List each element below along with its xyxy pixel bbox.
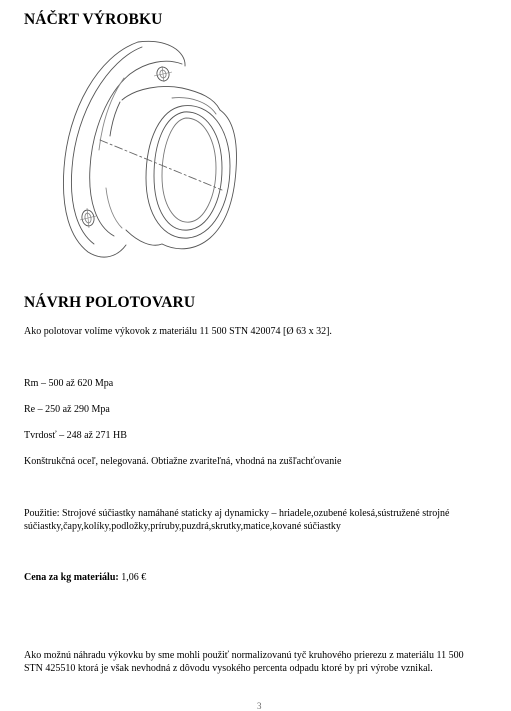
intro-paragraph: Ako polotovar volíme výkovok z materiálu 11 500 STN 420074 [Ø 63 x 32]. — [24, 326, 332, 337]
flange-sketch-image — [62, 40, 248, 262]
page-number: 3 — [257, 701, 262, 711]
blank-heading: NÁVRH POLOTOVARU — [24, 294, 196, 311]
hardness-value: Tvrdosť – 248 až 271 HB — [24, 430, 127, 441]
usage-paragraph: Použitie: Strojové súčiastky namáhané staticky aj dynamicky – hriadele,ozubené kolesá,sústružené strojné súčiastky,čapy,kolíky,podložky,príruby,puzdrá,skrutky,matice,kované súčiastky — [24, 508, 450, 532]
sketch-heading: NÁČRT VÝROBKU — [24, 11, 163, 28]
re-value: Re – 250 až 290 Mpa — [24, 404, 110, 415]
rm-value: Rm – 500 až 620 Mpa — [24, 378, 114, 389]
price-label: Cena za kg materiálu: — [24, 572, 119, 583]
price-line — [24, 571, 146, 584]
material-description: Konštrukčná oceľ, nelegovaná. Obtiažne zvariteľná, vhodná na zušľachťovanie — [24, 456, 342, 467]
replacement-paragraph: Ako možnú náhradu výkovku by sme mohli použiť normalizovanú tyč kruhového prierezu z materiálu 11 500 STN 425510 ktorá je však nevhodná z dôvodu vysokého percenta odpadu ktoré by pri výrobe vznikal. — [24, 650, 464, 674]
price-value: 1,06 € — [121, 572, 147, 583]
